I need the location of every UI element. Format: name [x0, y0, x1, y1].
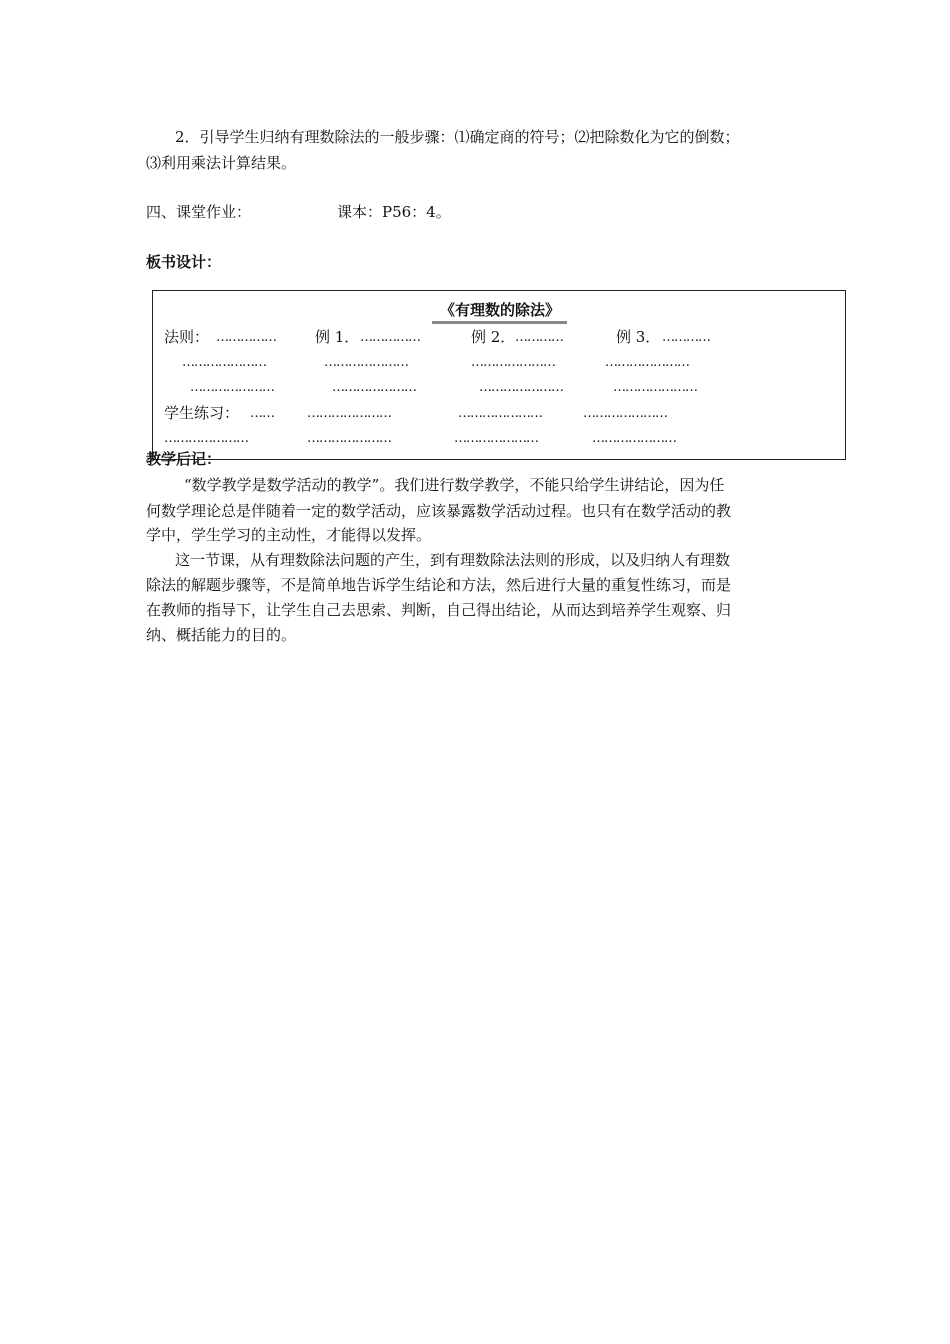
board-heading: 板书设计：	[146, 253, 222, 271]
afterword-heading: 教学后记：	[146, 450, 222, 468]
dots: ……	[250, 406, 274, 421]
afterword-p1-line1: “数学教学是数学活动的教学”。我们进行数学教学，不能只给学生讲结论，因为任	[184, 476, 725, 494]
homework-label: 四、课堂作业：	[146, 203, 252, 221]
dots: …………………	[605, 355, 689, 370]
dots: …………………	[307, 406, 391, 421]
step2-line1: 2．引导学生归纳有理数除法的一般步骤：⑴确定商的符号；⑵把除数化为它的倒数；	[175, 128, 740, 146]
example1-label: 例 1．	[315, 328, 360, 346]
afterword-p2-line1: 这一节课，从有理数除法问题的产生，到有理数除法法则的形成，以及归纳人有理数	[175, 551, 731, 569]
afterword-p2-line4: 纳、概括能力的目的。	[146, 626, 297, 644]
afterword-p2-line2: 除法的解题步骤等，不是简单地告诉学生结论和方法，然后进行大量的重复性练习，而是	[146, 576, 732, 594]
example3-label: 例 3．	[616, 328, 661, 346]
dots: …………………	[324, 355, 408, 370]
dots: ……………	[360, 330, 420, 345]
dots: …………………	[479, 380, 563, 395]
dots: …………………	[592, 431, 676, 446]
dots: …………………	[190, 380, 274, 395]
dots: …………………	[458, 406, 542, 421]
practice-label: 学生练习：	[164, 404, 240, 422]
afterword-p2-line3: 在教师的指导下，让学生自己去思索、判断，自己得出结论，从而达到培养学生观察、归	[146, 601, 732, 619]
afterword-p1-line2: 何数学理论总是伴随着一定的数学活动，应该暴露数学活动过程。也只有在数学活动的教	[146, 502, 732, 520]
homework-text: 课本：P56：4。	[337, 203, 451, 221]
dots: ……………	[216, 330, 276, 345]
dots: …………………	[583, 406, 667, 421]
dots: …………	[662, 330, 710, 345]
rule-label: 法则：	[164, 328, 210, 346]
board-title: 《有理数的除法》	[439, 301, 560, 319]
dots: …………………	[182, 355, 266, 370]
board-title-underline	[432, 321, 567, 324]
dots: …………………	[613, 380, 697, 395]
dots: …………………	[332, 380, 416, 395]
step2-line2: ⑶利用乘法计算结果。	[146, 154, 297, 172]
dots: …………………	[307, 431, 391, 446]
example2-label: 例 2．	[471, 328, 516, 346]
afterword-p1-line3: 学中，学生学习的主动性，才能得以发挥。	[146, 526, 432, 544]
dots: …………………	[454, 431, 538, 446]
dots: …………………	[471, 355, 555, 370]
dots: …………	[515, 330, 563, 345]
dots: …………………	[164, 431, 248, 446]
